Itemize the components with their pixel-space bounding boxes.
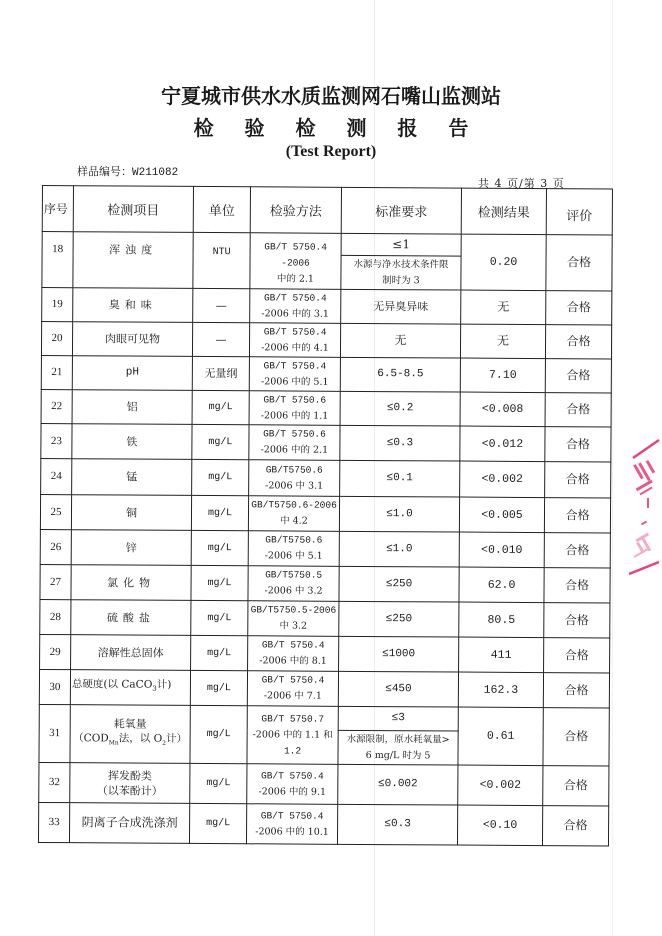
- cell-no: 33: [38, 802, 69, 842]
- cell-verdict: 合格: [545, 325, 611, 359]
- method-line: -2006 中的 3.1: [261, 307, 330, 320]
- method-line: -2006 中 3.1: [265, 479, 324, 492]
- cell-result: 无: [461, 290, 546, 325]
- col-header-standard: 标准要求: [341, 187, 461, 234]
- table-row: [40, 494, 610, 532]
- item-text: （COD: [73, 732, 109, 745]
- report-title-en: (Test Report): [285, 143, 377, 160]
- table-row: [39, 669, 609, 707]
- cell-no: 24: [41, 458, 72, 494]
- cell-item: [70, 705, 190, 764]
- table-row: [40, 599, 610, 637]
- cell-standard: ≤1: [341, 233, 461, 256]
- cell-unit: mg/L: [191, 565, 248, 600]
- item-text: 计): [156, 679, 172, 692]
- method-line: -2006 中的 5.1: [260, 375, 329, 388]
- cell-method: [247, 764, 338, 805]
- official-seal-stamp-icon: [625, 438, 661, 578]
- cell-item: 铜: [71, 495, 191, 531]
- note-line: 水源限制，原水耗氧量>: [346, 733, 450, 746]
- cell-result: <0.10: [457, 805, 542, 846]
- cell-standard: ≤1000: [339, 636, 459, 672]
- cell-no: 27: [40, 564, 71, 599]
- cell-verdict: 合格: [545, 462, 611, 498]
- cell-verdict: 合格: [544, 498, 610, 533]
- cell-method: [249, 357, 340, 392]
- cell-verdict: 合格: [544, 533, 610, 568]
- cell-item: 铁: [72, 424, 192, 460]
- table-row: [40, 564, 610, 602]
- method-line: -2006 中的 10.1: [255, 825, 329, 838]
- col-header-unit: 单位: [193, 186, 250, 232]
- method-line: GB/T5750.6: [265, 463, 323, 476]
- cell-standard: ≤3: [338, 706, 458, 731]
- cell-verdict: 合格: [544, 568, 610, 603]
- cell-no: 23: [41, 423, 72, 458]
- cell-method: [248, 636, 339, 672]
- cell-unit: mg/L: [191, 635, 248, 670]
- cell-method: [250, 289, 341, 324]
- item-text: 计）: [166, 733, 188, 746]
- cell-result: 0.61: [458, 707, 543, 766]
- cell-method: [246, 804, 337, 845]
- cell-unit: mg/L: [191, 530, 248, 565]
- cell-no: 19: [42, 288, 73, 322]
- method-line: GB/T 5750.4: [260, 809, 324, 822]
- table-row: [40, 634, 610, 672]
- cell-unit: mg/L: [190, 763, 247, 803]
- method-line: GB/T 5750.7: [261, 712, 325, 725]
- cell-result: 7.10: [460, 358, 545, 393]
- method-line: GB/T 5750.6: [263, 393, 327, 406]
- cell-verdict: 合格: [546, 291, 612, 325]
- cell-standard: ≤1.0: [339, 496, 459, 532]
- cell-item: 硫酸盐: [71, 600, 191, 636]
- note-line: 制时为 3: [382, 274, 420, 286]
- cell-result: 411: [459, 637, 544, 673]
- note-line: 水源与净水技术条件限: [353, 258, 449, 270]
- cell-item: 臭和味: [73, 288, 193, 323]
- cell-item: 铝: [72, 390, 192, 425]
- cell-method: [249, 391, 340, 426]
- cell-result: 162.3: [458, 672, 543, 708]
- cell-standard: ≤250: [339, 601, 459, 637]
- cell-no: 25: [40, 494, 71, 529]
- method-line: GB/T 5750.4: [263, 325, 327, 338]
- method-line: 1.2: [283, 744, 302, 757]
- method-line: GB/T5750.5-2006: [250, 604, 337, 616]
- cell-unit: —: [192, 322, 249, 356]
- item-subscript: 3: [152, 685, 157, 694]
- cell-item: 浑浊度: [73, 232, 193, 289]
- cell-unit: —: [193, 288, 250, 322]
- note-line: 6 mg/L 时为 5: [365, 749, 431, 761]
- cell-verdict: 合格: [545, 393, 611, 427]
- cell-result: <0.002: [458, 765, 543, 806]
- method-line: GB/T 5750.4: [261, 769, 324, 782]
- table-header-row: [42, 186, 612, 235]
- table-row: [41, 458, 611, 497]
- method-line: GB/T 5750.4: [263, 359, 327, 372]
- cell-item: pH: [72, 356, 192, 391]
- report-title: 检 验 检 测 报 告: [193, 116, 481, 140]
- cell-no: 32: [39, 762, 70, 802]
- cell-item: 肉眼可见物: [72, 322, 192, 357]
- cell-item: 溶解性总固体: [71, 635, 191, 671]
- table-row: [41, 423, 611, 461]
- cell-method: [247, 671, 338, 707]
- method-line: 中 4.2: [280, 515, 308, 527]
- cell-verdict: 合格: [543, 673, 609, 708]
- method-line: 中 3.2: [279, 620, 308, 632]
- cell-unit: NTU: [193, 232, 250, 288]
- cell-result: 62.0: [459, 567, 544, 603]
- cell-unit: 无量纲: [192, 356, 249, 390]
- col-header-no: 序号: [42, 186, 73, 232]
- cell-no: 18: [42, 232, 73, 288]
- item-subscript: Mn: [108, 739, 119, 748]
- cell-standard: ≤450: [338, 671, 458, 707]
- table-row: [41, 355, 611, 392]
- cell-result: <0.010: [459, 532, 544, 568]
- cell-verdict: 合格: [544, 638, 610, 673]
- sample-number-value: W211082: [132, 167, 179, 179]
- cell-standard: ≤0.002: [338, 764, 458, 805]
- cell-unit: mg/L: [191, 495, 248, 530]
- cell-unit: mg/L: [192, 390, 249, 424]
- cell-method: [249, 460, 340, 497]
- cell-verdict: 合格: [543, 708, 609, 766]
- cell-item: 阴离子合成洗涤剂: [69, 803, 189, 844]
- table-row: [42, 232, 612, 257]
- cell-unit: mg/L: [190, 705, 247, 763]
- cell-verdict: 合格: [546, 235, 612, 291]
- cell-method: [248, 496, 339, 532]
- table-row: [39, 762, 609, 805]
- cell-method: [248, 531, 339, 567]
- table-row: [41, 389, 611, 426]
- cell-result: 80.5: [459, 602, 544, 638]
- cell-standard-note: [341, 255, 461, 290]
- cell-no: 20: [41, 322, 72, 356]
- method-line: -2006 中的 4.1: [261, 341, 329, 354]
- table-row: [42, 288, 612, 325]
- cell-verdict: 合格: [545, 427, 611, 462]
- cell-no: 30: [39, 669, 70, 704]
- cell-standard-note: [338, 730, 458, 765]
- method-line: GB/T 5750.4: [261, 639, 325, 651]
- cell-unit: mg/L: [192, 459, 249, 495]
- method-line: GB/T 5750.4: [261, 674, 325, 686]
- cell-standard: 无: [340, 323, 460, 358]
- cell-verdict: 合格: [545, 359, 611, 393]
- col-header-result: 检测结果: [461, 188, 546, 235]
- cell-result: <0.002: [460, 461, 545, 498]
- item-subtext: [73, 732, 188, 752]
- cell-item: 锰: [72, 459, 192, 496]
- cell-no: 31: [39, 704, 70, 762]
- item-text: 挥发酚类: [107, 768, 152, 783]
- item-text: 耗氧量: [113, 717, 147, 732]
- table-row: [41, 322, 611, 359]
- method-line: -2006 中的 1.1 和: [252, 728, 333, 741]
- cell-result: <0.012: [460, 426, 545, 462]
- cell-no: 26: [40, 529, 71, 564]
- cell-no: 29: [40, 634, 71, 669]
- item-subtext: （以苯酚计）: [96, 783, 163, 798]
- cell-unit: mg/L: [191, 600, 248, 635]
- method-line: -2006 中的 2.1: [260, 444, 329, 456]
- sample-number-label: 样品编号：: [77, 165, 132, 178]
- method-line: -2006 中的 8.1: [259, 655, 327, 667]
- method-line: 中的 2.1: [276, 273, 315, 285]
- cell-standard: ≤0.3: [337, 804, 457, 845]
- cell-result: <0.005: [459, 497, 544, 533]
- cell-method: [248, 601, 339, 637]
- cell-method: [248, 566, 339, 602]
- cell-item: [70, 670, 190, 706]
- cell-standard: ≤0.2: [340, 391, 460, 426]
- cell-method: [250, 233, 341, 290]
- col-header-item: 检测项目: [73, 186, 193, 233]
- method-line: -2006 中的 1.1: [260, 409, 329, 422]
- cell-no: 21: [41, 355, 72, 389]
- cell-standard: ≤0.3: [340, 425, 460, 461]
- col-header-verdict: 评价: [546, 189, 612, 235]
- cell-item: 氯化物: [71, 565, 191, 601]
- cell-item: [70, 763, 190, 804]
- table-row: [40, 529, 610, 567]
- table-row: [38, 802, 608, 845]
- cell-result: <0.008: [460, 392, 545, 427]
- method-line: -2006 中 5.1: [264, 550, 323, 562]
- col-header-method: 检验方法: [250, 187, 341, 234]
- cell-method: [249, 425, 340, 461]
- cell-standard: ≤1.0: [339, 531, 459, 567]
- method-line: GB/T5750.6-2006: [251, 499, 337, 511]
- cell-method: [249, 323, 340, 358]
- item-subscript: 2: [162, 740, 167, 748]
- method-line: GB/T 5750.4: [263, 291, 327, 304]
- cell-no: 22: [41, 389, 72, 423]
- test-results-table: [38, 185, 613, 846]
- item-text: 法，以 O: [118, 732, 163, 746]
- cell-standard: ≤0.1: [340, 460, 460, 497]
- method-line: GB/T5750.5: [265, 569, 323, 581]
- table-row: [39, 704, 609, 731]
- method-line: -2006 中 7.1: [263, 690, 322, 702]
- cell-item: 锌: [71, 530, 191, 566]
- cell-unit: mg/L: [189, 803, 246, 843]
- method-line: GB/T 5750.4 -2006: [264, 241, 328, 269]
- pagination: 共 4 页/第 3 页: [478, 177, 565, 190]
- cell-result: 0.20: [461, 234, 546, 291]
- cell-standard: 无异臭异味: [341, 289, 461, 324]
- cell-verdict: 合格: [542, 806, 608, 846]
- cell-verdict: 合格: [543, 766, 609, 806]
- cell-unit: mg/L: [190, 670, 247, 705]
- sample-number: [77, 163, 178, 179]
- cell-method: [247, 706, 338, 765]
- cell-standard: ≤250: [339, 566, 459, 602]
- cell-standard: 6.5-8.5: [340, 357, 460, 392]
- org-title: 宁夏城市供水水质监测网石嘴山监测站: [161, 84, 501, 108]
- cell-no: 28: [40, 599, 71, 634]
- cell-result: 无: [460, 324, 545, 359]
- cell-verdict: 合格: [544, 603, 610, 638]
- method-line: -2006 中的 9.1: [258, 785, 327, 798]
- item-text: 总硬度(以 CaCO: [71, 678, 153, 692]
- cell-unit: mg/L: [192, 424, 249, 459]
- method-line: GB/T 5750.6: [263, 428, 326, 440]
- method-line: GB/T5750.6: [265, 534, 323, 546]
- method-line: -2006 中 3.2: [264, 585, 323, 597]
